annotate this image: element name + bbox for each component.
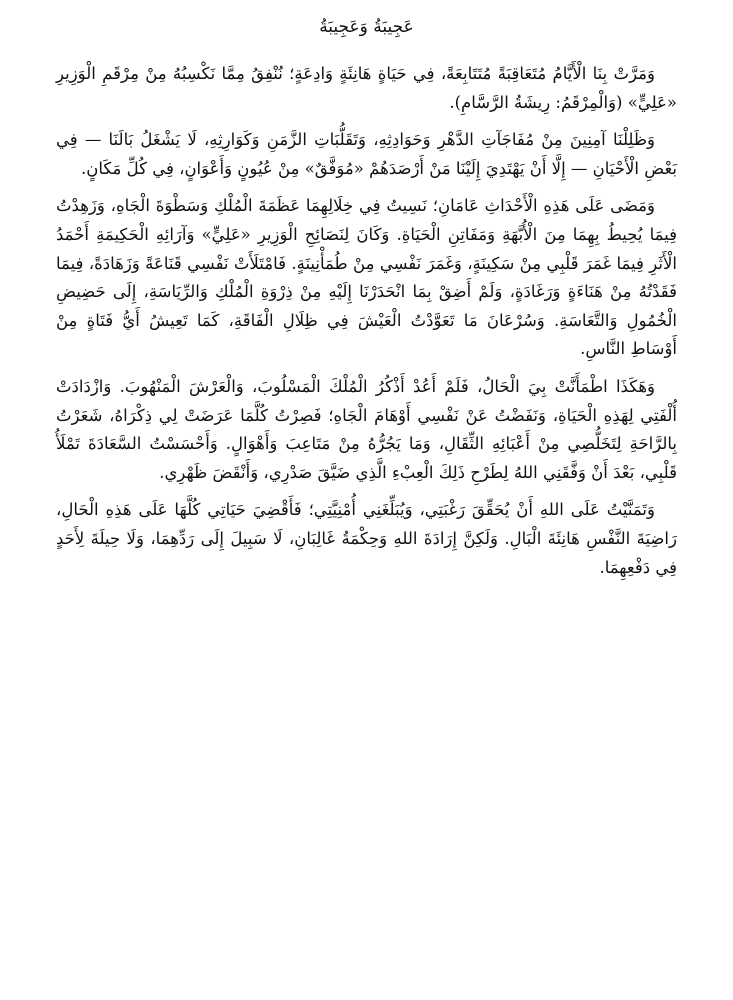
paragraph-3: وَمَضَى عَلَى هَذِهِ الْأَحْدَاثِ عَامَانِ؛ نَسِيتُ فِي خِلَالِهِمَا عَظَمَةَ الْمُلْكِ وَسَطْوَةَ الْجَاهِ، وَزَهِدْتُ فِيمَا يُحِيطُ بِهِمَا مِنَ الْأُبَّهَةِ وَمَفَاتِنِ الْحَيَاةِ. وَكَانَ لِنَصَائِحِ الْوَزِيرِ «عَلِيٍّ» وَآرَائِهِ الْحَكِيمَةِ أَحْمَدُ الْأَثَرِ فِيمَا غَمَرَ قَلْبِي مِنْ سَكِينَةٍ، وَغَمَرَ نَفْسِي مِنْ طُمَأْنِينَةٍ. فَامْتَلَأَتْ نَفْسِي قَنَاعَةً وَزَهَادَةً، فِيمَا فَقَدْتُهُ مِنْ هَنَاءَةٍ وَرَغَادَةٍ، وَلَمْ أَضِقْ بِمَا انْحَدَرْنَا إِلَيْهِ مِنْ ذِرْوَةِ الْمُلْكِ وَالرِّيَاسَةِ، إِلَى حَضِيضِ الْخُمُولِ وَالتَّعَاسَةِ. وَسُرْعَانَ مَا تَعَوَّدْتُ الْعَيْشَ فِي ظِلَالِ الْفَاقَةِ، كَمَا تَعِيشُ أَيُّ فَتَاةٍ مِنْ أَوْسَاطِ النَّاسِ. <box>56 196 677 359</box>
document-body <box>56 60 677 582</box>
paragraph-4: وَهَكَذَا اطْمَأَنَّتْ بِيَ الْحَالُ، فَلَمْ أَعُدْ أَذْكُرُ الْمُلْكَ الْمَسْلُوبَ، وَالْعَرْشَ الْمَنْهُوبَ. وَازْدَادَتْ أُلْفَتِي لِهَذِهِ الْحَيَاةِ، وَنَفَضْتُ عَنْ نَفْسِي أَوْهَامَ الْجَاهِ؛ فَصِرْتُ كُلَّمَا عَرَضَتْ لِي ذِكْرَاهُ، شَعَرْتُ بِالرَّاحَةِ لِتَخَلُّصِي مِنْ أَعْبَائِهِ الثِّقَالِ، وَمَا يَجُرُّهُ مِنْ مَتَاعِبَ وَأَهْوَالٍ. وَأَحْسَسْتُ السَّعَادَةَ تَمْلَأُ قَلْبِي، بَعْدَ أَنْ وَفَّقَنِي اللهُ لِطَرْحِ ذَلِكَ الْعِبْءِ الَّذِي ضَيَّقَ صَدْرِي، وَأَنْقَضَ ظَهْرِي. <box>56 376 677 482</box>
paragraph-5: وَتَمَنَّيْتُ عَلَى اللهِ أَنْ يُحَقِّقَ رَغْبَتِي، وَيُبَلِّغَنِي أُمْنِيَّتِي؛ فَأَقْضِيَ حَيَاتِي كُلَّهَا عَلَى هَذِهِ الْحَالِ، رَاضِيَةَ النَّفْسِ هَانِئَةَ الْبَالِ. وَلَكِنَّ إِرَادَةَ اللهِ وَحِكْمَةُ غَالِبَانِ، لَا سَبِيلَ إِلَى رَدِّهِمَا، وَلَا حِيلَةَ لِأَحَدٍ فِي دَفْعِهِمَا. <box>56 500 677 577</box>
paragraph-1: وَمَرَّتْ بِنَا الْأَيَّامُ مُتَعَاقِبَةً مُتَتَابِعَةً، فِي حَيَاةٍ هَانِئَةٍ وَادِعَةٍ؛ نُنْفِقُ مِمَّا نَكْسِبُهُ مِنْ مِرْقَمِ الْوَزِيرِ «عَلِيٍّ» (وَالْمِرْقَمُ: رِيشَةُ الرَّسَّامِ). <box>56 64 677 112</box>
page-title: عَجِيبَةُ وَعَجِيبَةُ <box>319 17 414 37</box>
document-page <box>56 0 677 1000</box>
paragraph-2: وَظَلِلْنَا آمِنِينَ مِنْ مُفَاجَآتِ الدَّهْرِ وَحَوَادِثِهِ، وَتَقَلُّبَاتِ الزَّمَنِ وَكَوَارِثِهِ، لَا يَشْغَلُ بَالَنَا — فِي بَعْضِ الْأَحْيَانِ — إِلَّا أَنْ يَهْتَدِيَ إِلَيْنَا مَنْ أَرْصَدَهُمْ «مُوَفَّقٌ» مِنْ عُيُونٍ وَأَعْوَانٍ، فِي كُلِّ مَكَانٍ. <box>56 130 677 178</box>
